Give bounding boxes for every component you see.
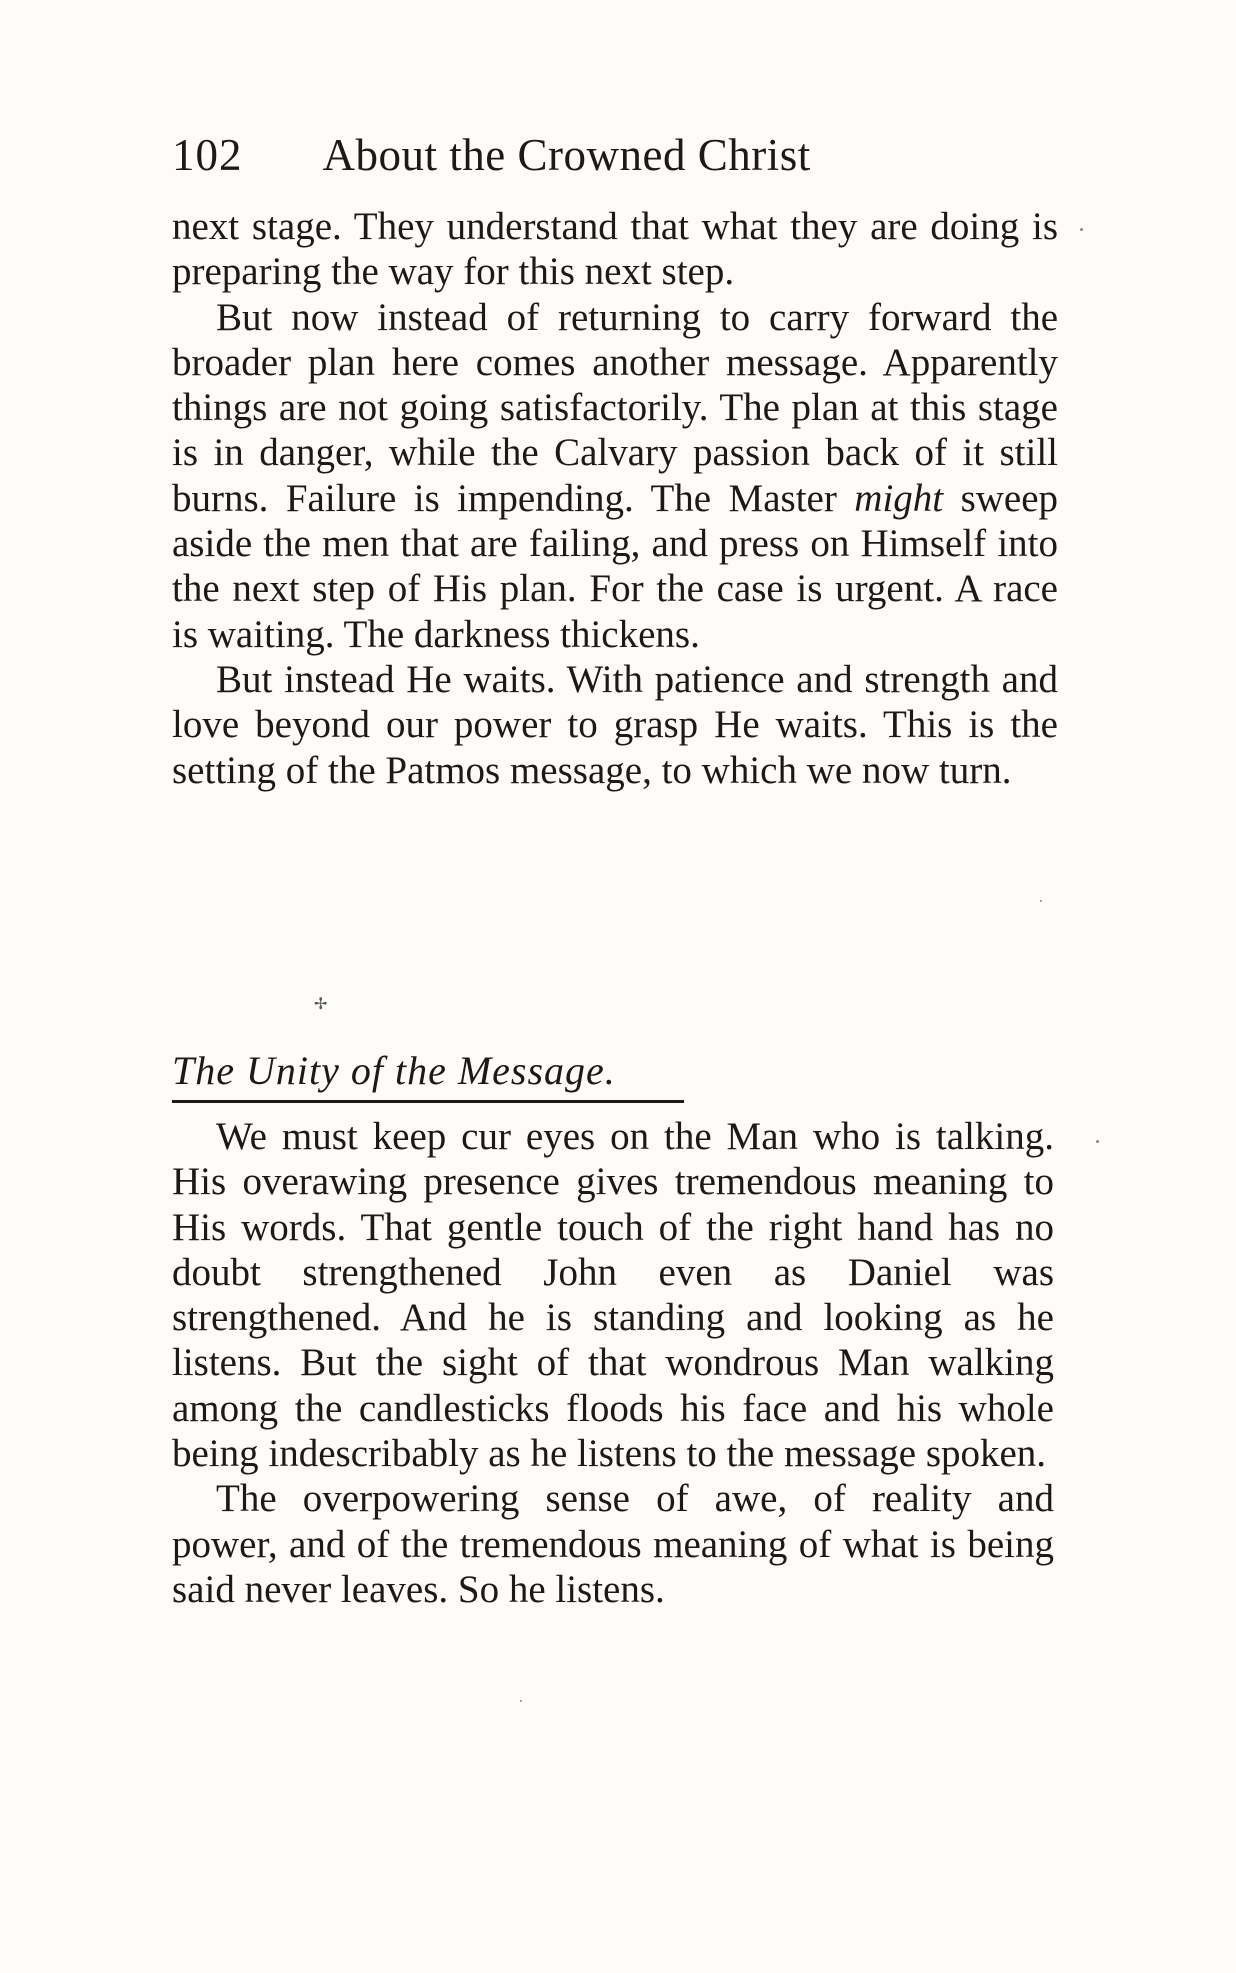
body-text [172,204,1058,793]
section-heading: The Unity of the Message. [172,1048,616,1093]
paper-speck [1040,900,1042,902]
paper-speck [520,1700,522,1702]
paragraph: The overpowering sense of awe, of reality and power, and of the tremendous meaning of ᴡhat is being said never leaves. So he listens. [172,1477,1054,1611]
paragraph: We must keep cur eyes on the Man who is talking. His overawing presence gives tremendous meaning to His words. That gentle touch of the right hand has no doubt strengthened John even as Daniel was strengthened. And he is standing and looking as he listens. But the sight of that wondrous Man walking among the candlesticks floods his face and his whole being indescribably as he listens to the message spoken. [172,1115,1054,1476]
paragraph-text: But now instead of returning to carry forward the broader plan here comes another message. Apparently things are not going satisfactorily. The plan at this stage is in danger, while the Calvary passion back of it still burns. Failure is impending. The Master [172,295,1058,520]
paragraph-text-continued: sweep aside the men that are failing, and press on Himself into the next step of His plan. For the case is urgent. A race is waiting. The darkness thickens. [172,476,1059,656]
paragraph: But instead He waits. With patience and strength and love beyond our power to grasp He waits. This is the setting of the Patmos message, to which we now turn. [172,657,1058,792]
paragraph-continued: next stage. They understand that what they are doing is preparing the way for this next step. [172,205,1058,294]
paper-speck [1096,1140,1099,1143]
ornament-mark: ✢ [314,996,328,1013]
running-head [172,126,892,184]
emphasis-text: might [854,476,944,520]
running-title: About the Crowned Christ [322,130,811,180]
section-heading-rule [172,1100,684,1103]
section-body-text [172,1114,1054,1612]
paragraph [172,295,1058,657]
paper-speck [1080,228,1083,231]
page-number: 102 [172,130,243,180]
